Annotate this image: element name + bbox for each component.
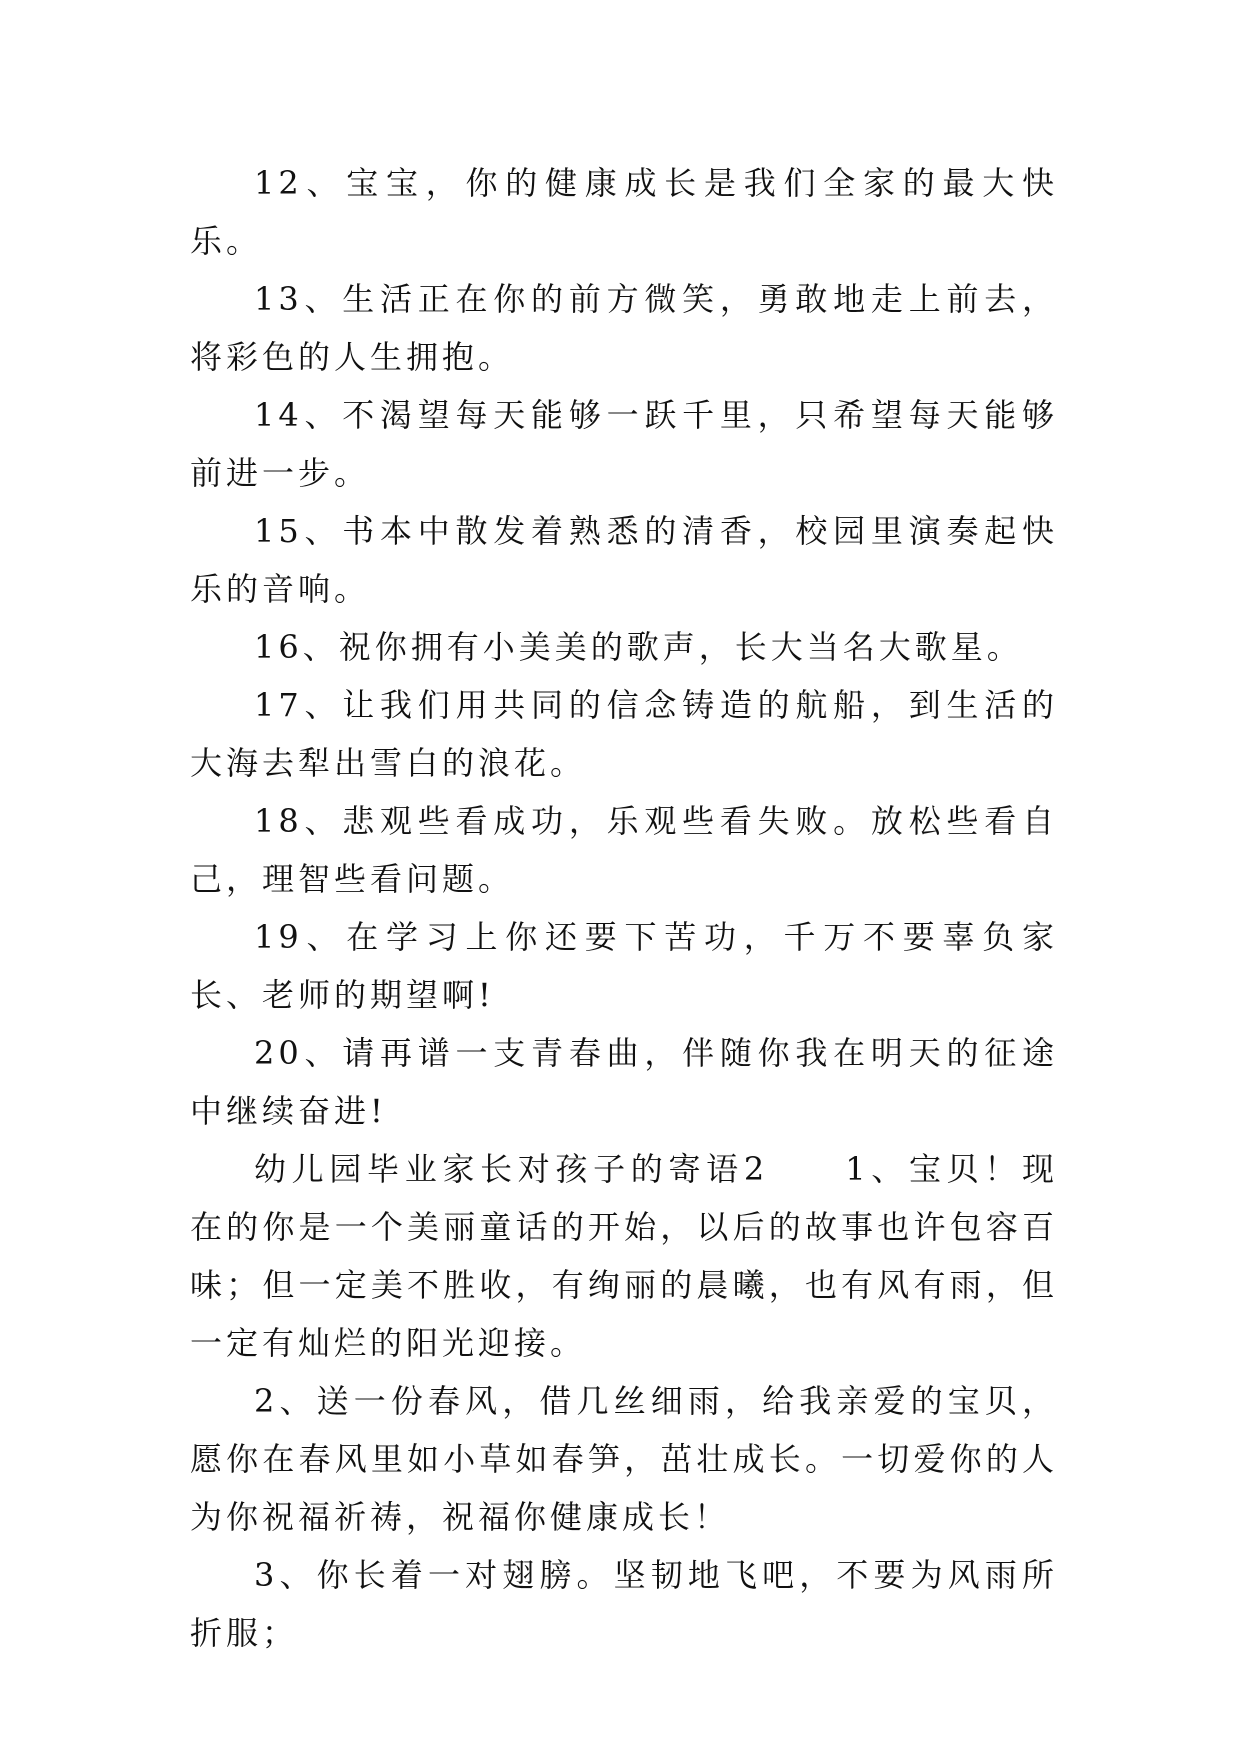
paragraph-17: 17、让我们用共同的信念铸造的航船，到生活的大海去犁出雪白的浪花。 [190, 686, 1058, 782]
paragraph-14: 14、不渴望每天能够一跃千里，只希望每天能够前进一步。 [190, 396, 1058, 492]
document-body [190, 154, 1058, 1662]
paragraph-2: 2、送一份春风，借几丝细雨，给我亲爱的宝贝，愿你在春风里如小草如春笋，茁壮成长。一切爱你的人为你祝福祈祷，祝福你健康成长！ [190, 1382, 1058, 1536]
paragraph-15: 15、书本中散发着熟悉的清香，校园里演奏起快乐的音响。 [190, 512, 1058, 608]
paragraph-20: 20、请再谱一支青春曲，伴随你我在明天的征途中继续奋进! [190, 1034, 1058, 1130]
paragraph-16: 16、祝你拥有小美美的歌声，长大当名大歌星。 [254, 628, 1023, 666]
paragraph-18: 18、悲观些看成功，乐观些看失败。放松些看自己，理智些看问题。 [190, 802, 1058, 898]
paragraph-3: 3、你长着一对翅膀。坚韧地飞吧，不要为风雨所折服； [190, 1556, 1058, 1652]
paragraph-19: 19、在学习上你还要下苦功，千万不要辜负家长、老师的期望啊! [190, 918, 1058, 1014]
paragraph-13: 13、生活正在你的前方微笑，勇敢地走上前去，将彩色的人生拥抱。 [190, 280, 1058, 376]
section-heading-paragraph: 幼儿园毕业家长对孩子的寄语2 1、宝贝！现在的你是一个美丽童话的开始，以后的故事也许包容百味；但一定美不胜收，有绚丽的晨曦，也有风有雨，但一定有灿烂的阳光迎接。 [190, 1150, 1058, 1362]
paragraph-12: 12、宝宝，你的健康成长是我们全家的最大快乐。 [190, 164, 1058, 260]
